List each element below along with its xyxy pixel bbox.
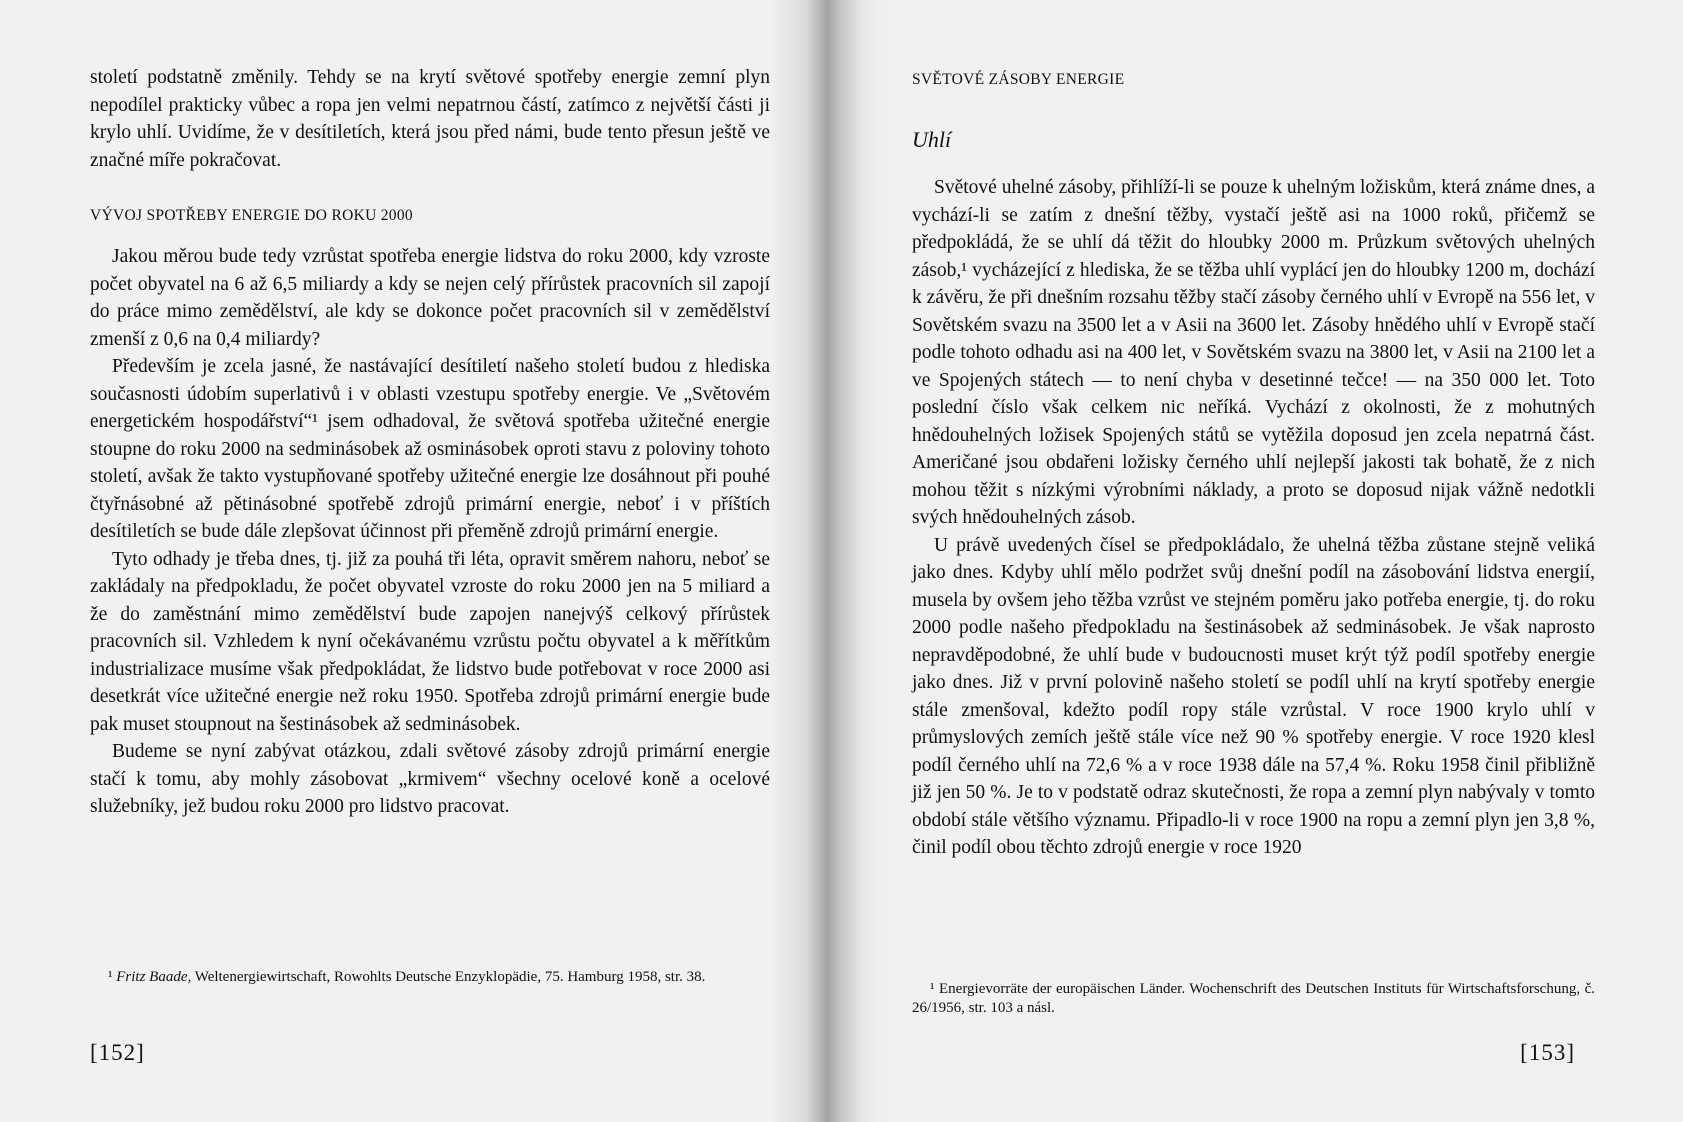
left-footnote-block — [90, 968, 770, 987]
book-gutter-shadow — [770, 0, 890, 1122]
right-body-paragraph-1: Světové uhelné zásoby, přihlíží-li se pouze k uhelným ložiskům, která známe dnes, a vychází-li se zatím z dnešní těžby, vystačí ještě asi na 1000 roků, přičemž se předpokládá, že se uhlí dá těžit do hloubky 2000 m. Průzkum světových uhelných zásob,¹ vycházející z hlediska, že se těžba uhlí vyplácí jen do hloubky 1200 m, dochází k závěru, že při dnešním rozsahu těžby stačí zásoby černého uhlí v Evropě na 556 let, v Sovětském svazu na 3500 let a v Asii na 3600 let. Zásoby hnědého uhlí v Evropě stačí podle tohoto odhadu asi na 400 let, v Sovětském svazu na 3800 let, v Asii na 2100 let a ve Spojených státech — to není chyba v desetinné tečce! — na 350 000 let. Toto poslední číslo však celkem nic neříká. Vychází z okolnosti, že z mohutných hnědouhelných ložisek Spojených států se vytěžila doposud jen zcela nepatrná část. Američané jsou obdařeni ložisky černého uhlí nejlepší jakosti tak bohatě, že z nich mohou těžit s nízkými výrobními náklady, a proto se doposud nijak vážně nedotkli svých hnědouhelných zásob. — [912, 177, 1596, 528]
footnote-text: Weltenergiewirtschaft, Rowohlts Deutsche Enzyklopädie, 75. Hamburg 1958, str. 38. — [194, 969, 706, 985]
footnote-marker: ¹ — [108, 969, 113, 985]
left-footnote — [90, 968, 770, 987]
right-page-number: [153] — [1520, 1040, 1575, 1065]
right-page — [912, 0, 1595, 1122]
left-body-paragraph-2: Především je zcela jasné, že nastávající desítiletí našeho století budou z hlediska současnosti údobím superlativů i v oblasti vzestupu spotřeby energie. Ve „Světovém energetickém hospodářství“¹ jsem odhadoval, že světová spotřeba užitečné energie stoupne do roku 2000 na sedminásobek až osminásobek oproti stavu z poloviny tohoto století, avšak že takto vystupňované spotřeby užitečné energie lze dosáhnout při pouhé čtyřnásobné až pětinásobné spotřebě zdrojů primární energie, neboť i v příštích desítiletích se bude dále zlepšovat účinnost při přeměně zdrojů primární energie. — [90, 356, 770, 542]
section-heading-world-reserves: SVĚTOVÉ ZÁSOBY ENERGIE — [912, 71, 1125, 88]
left-body-paragraph-3: Tyto odhady je třeba dnes, tj. již za pouhá tři léta, opravit směrem nahoru, neboť se zakládaly na předpokladu, že počet obyvatel vzroste do roku 2000 jen na 5 miliard a že do zaměstnání mimo zemědělství bude zapojen nanejvýš celkový přírůstek pracovních sil. Vzhledem k nyní očekávanému vzrůstu počtu obyvatel a k měřítkům industrializace musíme však předpokládat, že lidstvo bude potřebovat v roce 2000 asi desetkrát více užitečné energie než roku 1950. Spotřeba zdrojů primární energie bude pak muset stoupnout na šestinásobek až sedminásobek. — [90, 548, 770, 735]
footnote-author: Fritz Baade, — [116, 969, 192, 985]
left-body-paragraph-1: Jakou měrou bude tedy vzrůstat spotřeba energie lidstva do roku 2000, kdy vzroste počet obyvatel na 6 až 6,5 miliardy a kdy se nejen celý přírůstek pracovních sil zapojí do práce mimo zemědělství, ale kdy se dokonce počet pracovních sil v zemědělství zmenší z 0,6 na 0,4 miliardy? — [90, 246, 770, 350]
footnote-marker: ¹ — [930, 981, 935, 997]
left-body-block — [90, 243, 770, 821]
right-body-block — [912, 174, 1595, 862]
left-opening-paragraph-block — [90, 64, 770, 174]
right-footnote-block — [912, 980, 1595, 1018]
left-body-paragraph-4: Budeme se nyní zabývat otázkou, zdali světové zásoby zdrojů primární energie stačí k tomu, aby mohly zásobovat „krmivem“ všechny ocelové koně a ocelové služebníky, jež budou roku 2000 pro lidstvo pracovat. — [90, 741, 770, 817]
subsection-heading-coal: Uhlí — [912, 127, 952, 152]
section-heading-energy-consumption: VÝVOJ SPOTŘEBY ENERGIE DO ROKU 2000 — [90, 207, 413, 224]
right-footnote — [912, 980, 1595, 1018]
left-opening-paragraph: století podstatně změnily. Tehdy se na krytí světové spotřeby energie zemní plyn nepodílel prakticky vůbec a ropa jen velmi nepatrnou částí, zatímco z největší části ji krylo uhlí. Uvidíme, že v desítiletích, která jsou před námi, bude tento přesun ještě ve značné míře pokračovat. — [90, 67, 770, 171]
right-section-heading-block — [912, 70, 1595, 90]
left-section-heading-block — [90, 206, 770, 226]
left-page — [90, 0, 770, 1122]
left-page-number: [152] — [90, 1040, 145, 1065]
right-subheading-block — [912, 126, 1595, 154]
footnote-text: Energievorräte der europäischen Länder. Wochenschrift des Deutschen Instituts für Wirtschaftsforschung, č. 26/1956, str. 103 a násl. — [912, 981, 1595, 1016]
right-body-paragraph-2: U právě uvedených čísel se předpokládalo, že uhelná těžba zůstane stejně veliká jako dnes. Kdyby uhlí mělo podržet svůj dnešní podíl na zásobování lidstva energií, musela by ovšem jeho těžba vzrůst ve stejném poměru jako potřeba energie, tj. do roku 2000 podle našeho předpokladu na šestinásobek až sedminásobek. Je však naprosto nepravděpodobné, že uhlí bude v budoucnosti muset krýt týž podíl spotřeby energie jako dnes. Již v první polovině našeho století se podíl uhlí na krytí spotřeby energie stále zmenšoval, kdežto podíl ropy stále vzrůstal. V roce 1900 krylo uhlí v průmyslových zemích ještě stále více než 90 % spotřeby energie. V roce 1920 klesl podíl černého uhlí na 72,6 % a v roce 1938 dále na 57,4 %. Roku 1958 činil přibližně již jen 50 %. Je to v podstatě odraz skutečnosti, že ropa a zemní plyn nabývaly v tomto období stále většího významu. Připadlo-li v roce 1900 na ropu a zemní plyn jen 3,8 %, činil podíl obou těchto zdrojů energie v roce 1920 — [912, 534, 1595, 858]
